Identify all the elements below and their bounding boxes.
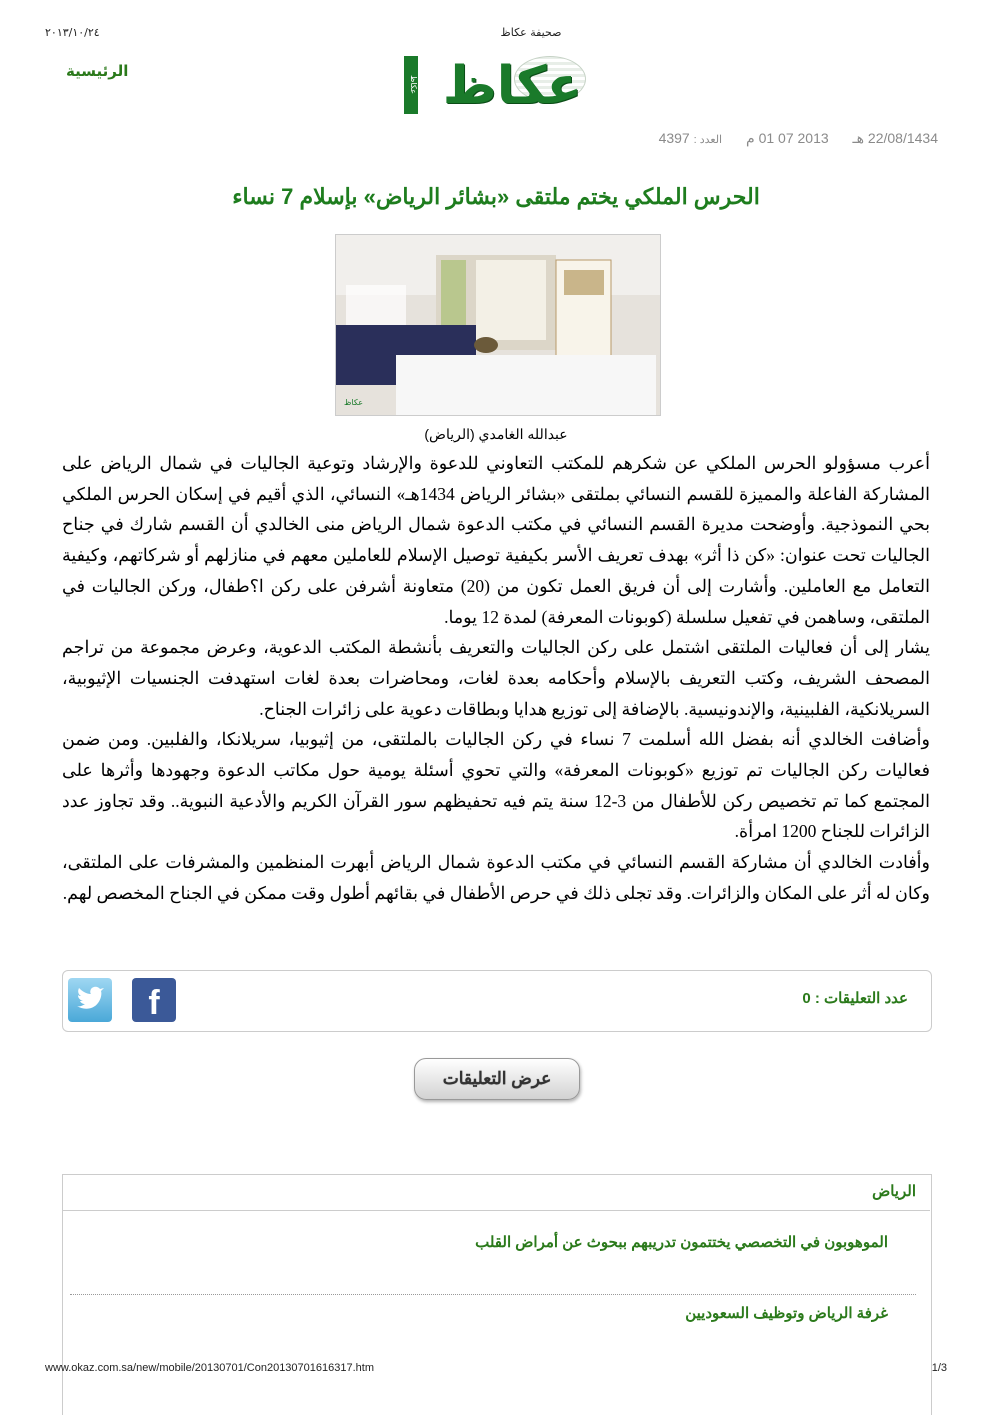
article-paragraph: يشار إلى أن فعاليات الملتقى اشتمل على ركن الجاليات والتعريف بأنشطة المكتب الدعوية، وعرض مجموعة من تراجم المصحف الشريف، وكتب التعريف بالإسلام وأحكامه بعدة لغات، ومحاضرات بعدة لغات استهدفت الجنسيات الإثيوبية، السريلانكية، الفلبينية، والإندونيسية. بالإضافة إلى توزيع هدايا وبطاقات دعوية على زائرات الجناح. <box>62 637 930 719</box>
view-comments-button[interactable] <box>414 1058 580 1100</box>
footer-url: www.okaz.com.sa/new/mobile/20130701/Con20130701616317.htm <box>45 1362 374 1374</box>
article-paragraph: أعرب مسؤولو الحرس الملكي عن شكرهم للمكتب التعاوني للدعوة والإرشاد وتوعية الجاليات في شمال الرياض على المشاركة الفاعلة والمميزة للقسم النسائي بملتقى «بشائر الرياض 1434هـ» النسائي، الذي أقيم في إسكان الحرس الملكي بحي النموذجية. وأوضحت مديرة القسم النسائي في مكتب الدعوة شمال الرياض منى الخالدي أن القسم شارك في جناح الجاليات تحت عنوان: «كن ذا أثر» بهدف تعريف الأسر بكيفية توصيل الإسلام للعاملين معهم في منازلهم أو شركاتهم، وكيفية التعامل مع العاملين. وأشارت إلى أن فريق العمل تكون من (20) متعاونة أشرفن على ركن ا؟طفال، وركن الجاليات في الملتقى، وساهمن في تفعيل سلسلة (كوبونات المعرفة) لمدة 12 يوما. <box>62 453 930 627</box>
article-paragraph: وأفادت الخالدي أن مشاركة القسم النسائي في مكتب الدعوة شمال الرياض أبهرت المنظمين والمشرفات على الملتقى، وكان له أثر على المكان والزائرات. وقد تجلى ذلك في حرص الأطفال في بقائهم أطول وقت ممكن في الجناح المخصص لهم. <box>62 852 930 903</box>
article-meta <box>659 130 938 147</box>
view-comments-label: عرض التعليقات <box>442 1069 552 1088</box>
print-title: صحيفة عكاظ <box>500 26 562 39</box>
facebook-icon[interactable]: f <box>132 978 176 1022</box>
related-section-title[interactable]: الرياض <box>872 1183 916 1200</box>
issue-number: 4397 <box>658 130 690 146</box>
article-body <box>62 448 930 909</box>
issue-label: العدد : <box>693 134 723 146</box>
divider <box>70 1294 916 1295</box>
home-link[interactable]: الرئيسية <box>66 62 129 80</box>
article-photo <box>335 234 661 416</box>
article-paragraph: وأضافت الخالدي أنه بفضل الله أسلمت 7 نساء في ركن الجاليات بالملتقى، من إثيوبيا، سريلانكا، والفلبين. ومن ضمن فعاليات ركن الجاليات تم توزيع «كوبونات المعرفة» والتي تحوي أسئلة يومية حول مكاتب الدعوة وجهودها وأثرها على المجتمع كما تم تخصيص ركن للأطفال من 3-12 سنة يتم فيه تحفيظهم سور القرآن الكريم والأدعية النبوية.. وقد تجاوز عدد الزائرات للجناح 1200 امرأة. <box>62 729 930 842</box>
logo-side-text: عكاظ <box>404 56 418 114</box>
footer-page-number: 1/3 <box>931 1362 947 1374</box>
comments-count[interactable]: عدد التعليقات : 0 <box>802 990 908 1007</box>
gregorian-date: 2013 07 01 م <box>746 130 829 146</box>
article-headline: الحرس الملكي يختم ملتقى «بشائر الرياض» بإسلام 7 نساء <box>232 184 760 209</box>
print-date: ٢٠١٣/١٠/٢٤ <box>45 26 100 39</box>
logo-wordmark: عكاظ <box>442 56 582 116</box>
twitter-icon[interactable] <box>68 978 112 1022</box>
related-link[interactable]: الموهوبون في التخصصي يختتمون تدريبهم ببحوث عن أمراض القلب <box>475 1234 888 1251</box>
divider <box>63 1210 930 1211</box>
related-link[interactable]: غرفة الرياض وتوظيف السعوديين <box>685 1305 888 1322</box>
okaz-logo[interactable] <box>404 52 590 122</box>
photo-caption: عبدالله الغامدي (الرياض) <box>424 426 568 442</box>
svg-text:عكاظ: عكاظ <box>344 398 364 407</box>
hijri-date: 22/08/1434 هـ <box>852 130 938 146</box>
